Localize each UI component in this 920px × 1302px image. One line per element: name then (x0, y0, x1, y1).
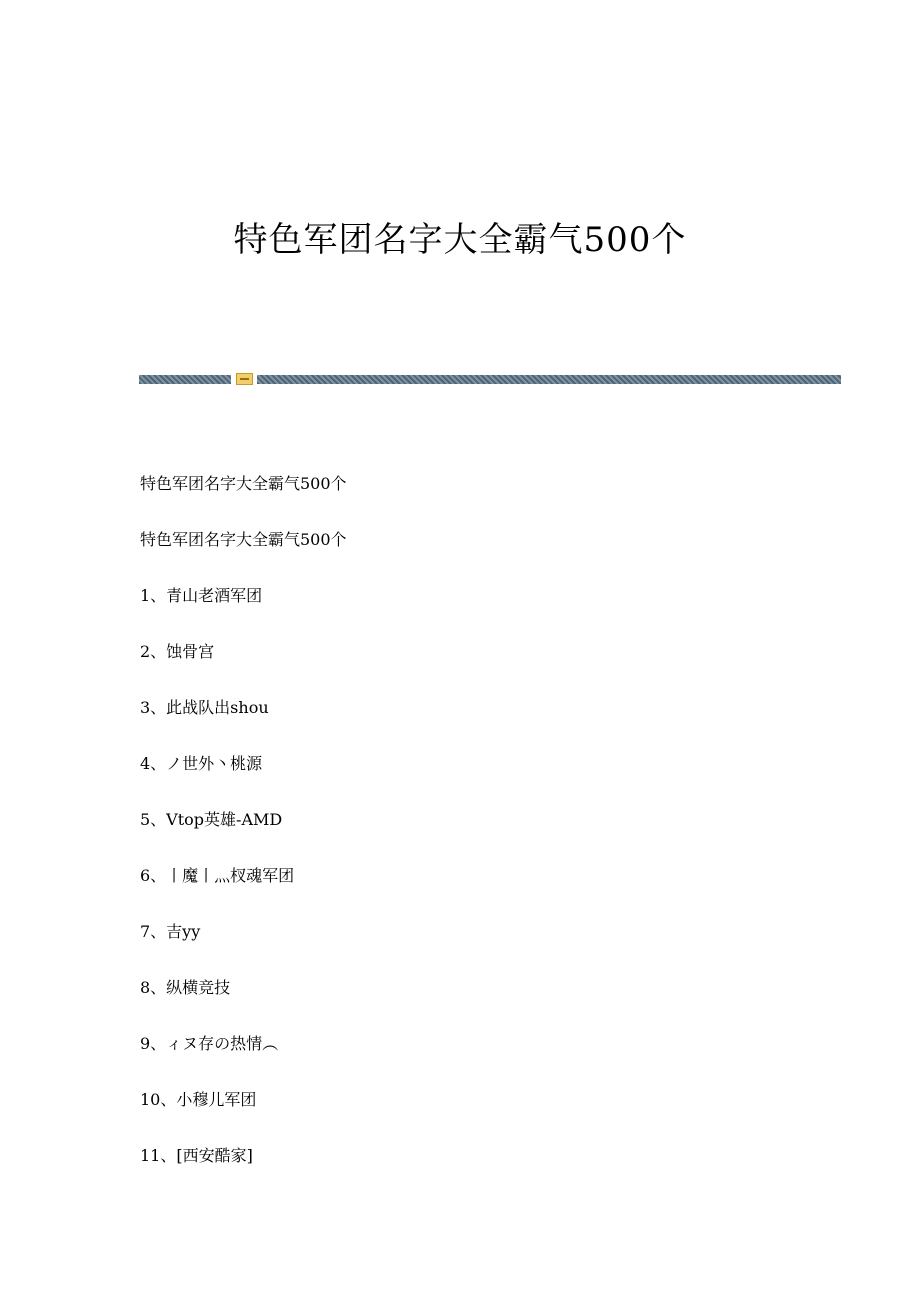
list-item: 7、吉yy (140, 922, 201, 941)
body-line: 特色军团名字大全霸气500个 (140, 474, 347, 493)
document-body (140, 470, 840, 1198)
body-line: 特色军团名字大全霸气500个 (140, 530, 347, 549)
divider-bar-right (257, 375, 841, 384)
list-item: 3、此战队出shou (140, 698, 269, 717)
list-item: 5、Vtop英雄-AMD (140, 810, 283, 829)
document-title: 特色军团名字大全霸气500个 (233, 220, 687, 260)
title-divider (139, 375, 841, 384)
list-item: 6、丨魔丨灬杈魂军团 (140, 866, 295, 885)
list-item: 8、纵横竞技 (140, 978, 231, 997)
list-item: 10、小穆儿军团 (140, 1090, 257, 1109)
list-item: 9、ィヌ存の热情︵ (140, 1034, 279, 1053)
list-item: 4、ノ世外丶桃源 (140, 754, 263, 773)
divider-emblem-icon (236, 373, 253, 385)
list-item: 1、青山老酒军团 (140, 586, 263, 605)
list-item: 11、[西安酷家] (140, 1146, 253, 1165)
list-item: 2、蚀骨宫 (140, 642, 215, 661)
divider-bar-left (139, 375, 231, 384)
